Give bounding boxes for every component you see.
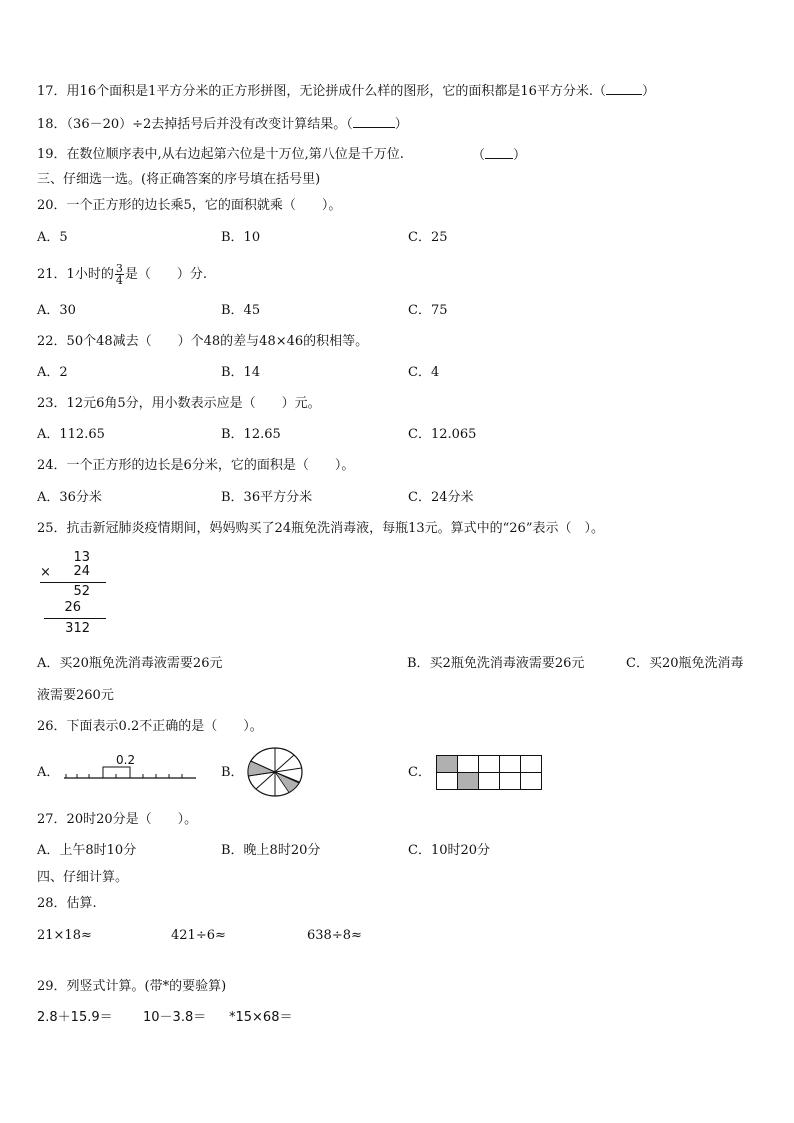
calc-partial-2: 26: [64, 600, 81, 615]
question-17: [37, 82, 655, 101]
question-18: [37, 115, 408, 134]
q20-option-b[interactable]: B．10: [221, 230, 261, 245]
answer-blank[interactable]: [485, 146, 513, 159]
estimate-item-2: 421÷6≈: [171, 928, 226, 943]
vertical-calc-item-2: 10－3.8＝: [143, 1010, 207, 1025]
q21-pre: 21．1小时的: [37, 267, 114, 282]
q21-post: 是（ ）分.: [124, 267, 207, 282]
grid-cell: [437, 773, 458, 790]
calc-partial-1: 52: [73, 584, 90, 599]
q22-option-b[interactable]: B．14: [221, 365, 261, 380]
question-20: 20．一个正方形的边长乘5，它的面积就乘（ ）。: [37, 198, 342, 213]
q17-close: ）: [642, 84, 656, 99]
grid-cell: [521, 756, 542, 773]
grid-cell-shaded: [458, 773, 479, 790]
q21-option-a[interactable]: A．30: [37, 303, 76, 318]
question-25: 25．抗击新冠肺炎疫情期间，妈妈购买了24瓶免洗消毒液，每瓶13元。算式中的“26”表示（ ）。: [37, 521, 604, 536]
answer-blank[interactable]: [353, 115, 395, 128]
q23-option-c[interactable]: C．12.065: [408, 427, 477, 442]
grid-cell: [479, 773, 500, 790]
estimate-item-1: 21×18≈: [37, 928, 92, 943]
grid-cell-shaded: [437, 756, 458, 773]
q21-option-c[interactable]: C．75: [408, 303, 448, 318]
q20-option-c[interactable]: C．25: [408, 230, 448, 245]
q25-option-b[interactable]: B．买2瓶免洗消毒液需要26元: [407, 656, 585, 671]
fraction-three-quarters: [115, 263, 124, 286]
q26-option-b-label[interactable]: B．: [221, 765, 244, 780]
q18-text: 18．（36－20）÷2去掉括号后并没有改变计算结果。（: [37, 117, 353, 132]
grid-cell: [479, 756, 500, 773]
section-3-heading: 三、仔细选一选。(将正确答案的序号填在括号里): [37, 172, 321, 187]
question-22: 22．50个48减去（ ）个48的差与48×46的积相等。: [37, 334, 369, 349]
q19-text: 19．在数位顺序表中,从右边起第六位是十万位,第八位是千万位.: [37, 147, 404, 162]
q18-close: ）: [394, 117, 408, 132]
q19-open: （: [472, 148, 486, 163]
question-26: 26．下面表示0.2不正确的是（ ）。: [37, 719, 263, 734]
q22-option-a[interactable]: A．2: [37, 365, 68, 380]
calc-result: 312: [65, 621, 90, 636]
vertical-calc-item-1: 2.8＋15.9＝: [37, 1010, 113, 1025]
question-24: 24．一个正方形的边长是6分米，它的面积是（ ）。: [37, 458, 355, 473]
q27-option-c[interactable]: C．10时20分: [408, 843, 491, 858]
q17-text: 17．用16个面积是1平方分米的正方形拼图，无论拼成什么样的图形，它的面积都是16平方分米.（: [37, 84, 607, 99]
times-sign: ×: [40, 565, 51, 580]
pie-circle-figure: [246, 746, 304, 798]
grid-figure: [436, 755, 542, 790]
q20-option-a[interactable]: A．5: [37, 230, 68, 245]
question-28: 28．估算.: [37, 896, 97, 911]
grid-cell: [500, 773, 521, 790]
fraction-numerator: 3: [115, 262, 123, 275]
calc-line-1: [40, 582, 106, 583]
calc-multiplicand: 13: [73, 550, 90, 565]
q24-option-b[interactable]: B．36平方分米: [221, 490, 313, 505]
q26-option-a-label[interactable]: A．: [37, 765, 60, 780]
question-23: 23．12元6角5分，用小数表示应是（ ）元。: [37, 396, 321, 411]
question-19: [37, 146, 404, 164]
vertical-multiplication: [40, 550, 90, 640]
fraction-denominator: 4: [115, 274, 123, 287]
grid-cell: [458, 756, 479, 773]
q25-option-c[interactable]: C．买20瓶免洗消毒: [626, 656, 744, 671]
question-29: 29．列竖式计算。(带*的要验算): [37, 979, 227, 994]
q27-option-b[interactable]: B．晚上8时20分: [221, 843, 321, 858]
q19-answer: [472, 146, 526, 165]
q24-option-c[interactable]: C．24分米: [408, 490, 474, 505]
calc-multiplier: 24: [73, 564, 90, 579]
q25-option-a[interactable]: A．买20瓶免洗消毒液需要26元: [37, 656, 223, 671]
q26-option-c-label[interactable]: C．: [408, 765, 431, 780]
question-21: [37, 262, 207, 288]
answer-blank[interactable]: [606, 82, 642, 95]
grid-cell: [500, 756, 521, 773]
estimate-item-3: 638÷8≈: [307, 928, 362, 943]
calc-line-2: [44, 618, 106, 619]
q23-option-b[interactable]: B．12.65: [221, 427, 281, 442]
q23-option-a[interactable]: A．112.65: [37, 427, 105, 442]
section-4-heading: 四、仔细计算。: [37, 870, 129, 885]
number-line-figure: [60, 752, 200, 786]
q24-option-a[interactable]: A．36分米: [37, 490, 102, 505]
q25-option-c-continued: 液需要260元: [37, 688, 114, 703]
q19-close: ）: [513, 148, 527, 163]
question-27: 27．20时20分是（ ）。: [37, 812, 198, 827]
ruler-label: 0.2: [116, 753, 136, 767]
vertical-calc-item-3: *15×68＝: [229, 1010, 293, 1025]
q27-option-a[interactable]: A．上午8时10分: [37, 843, 137, 858]
q22-option-c[interactable]: C．4: [408, 365, 440, 380]
q21-option-b[interactable]: B．45: [221, 303, 261, 318]
grid-cell: [521, 773, 542, 790]
